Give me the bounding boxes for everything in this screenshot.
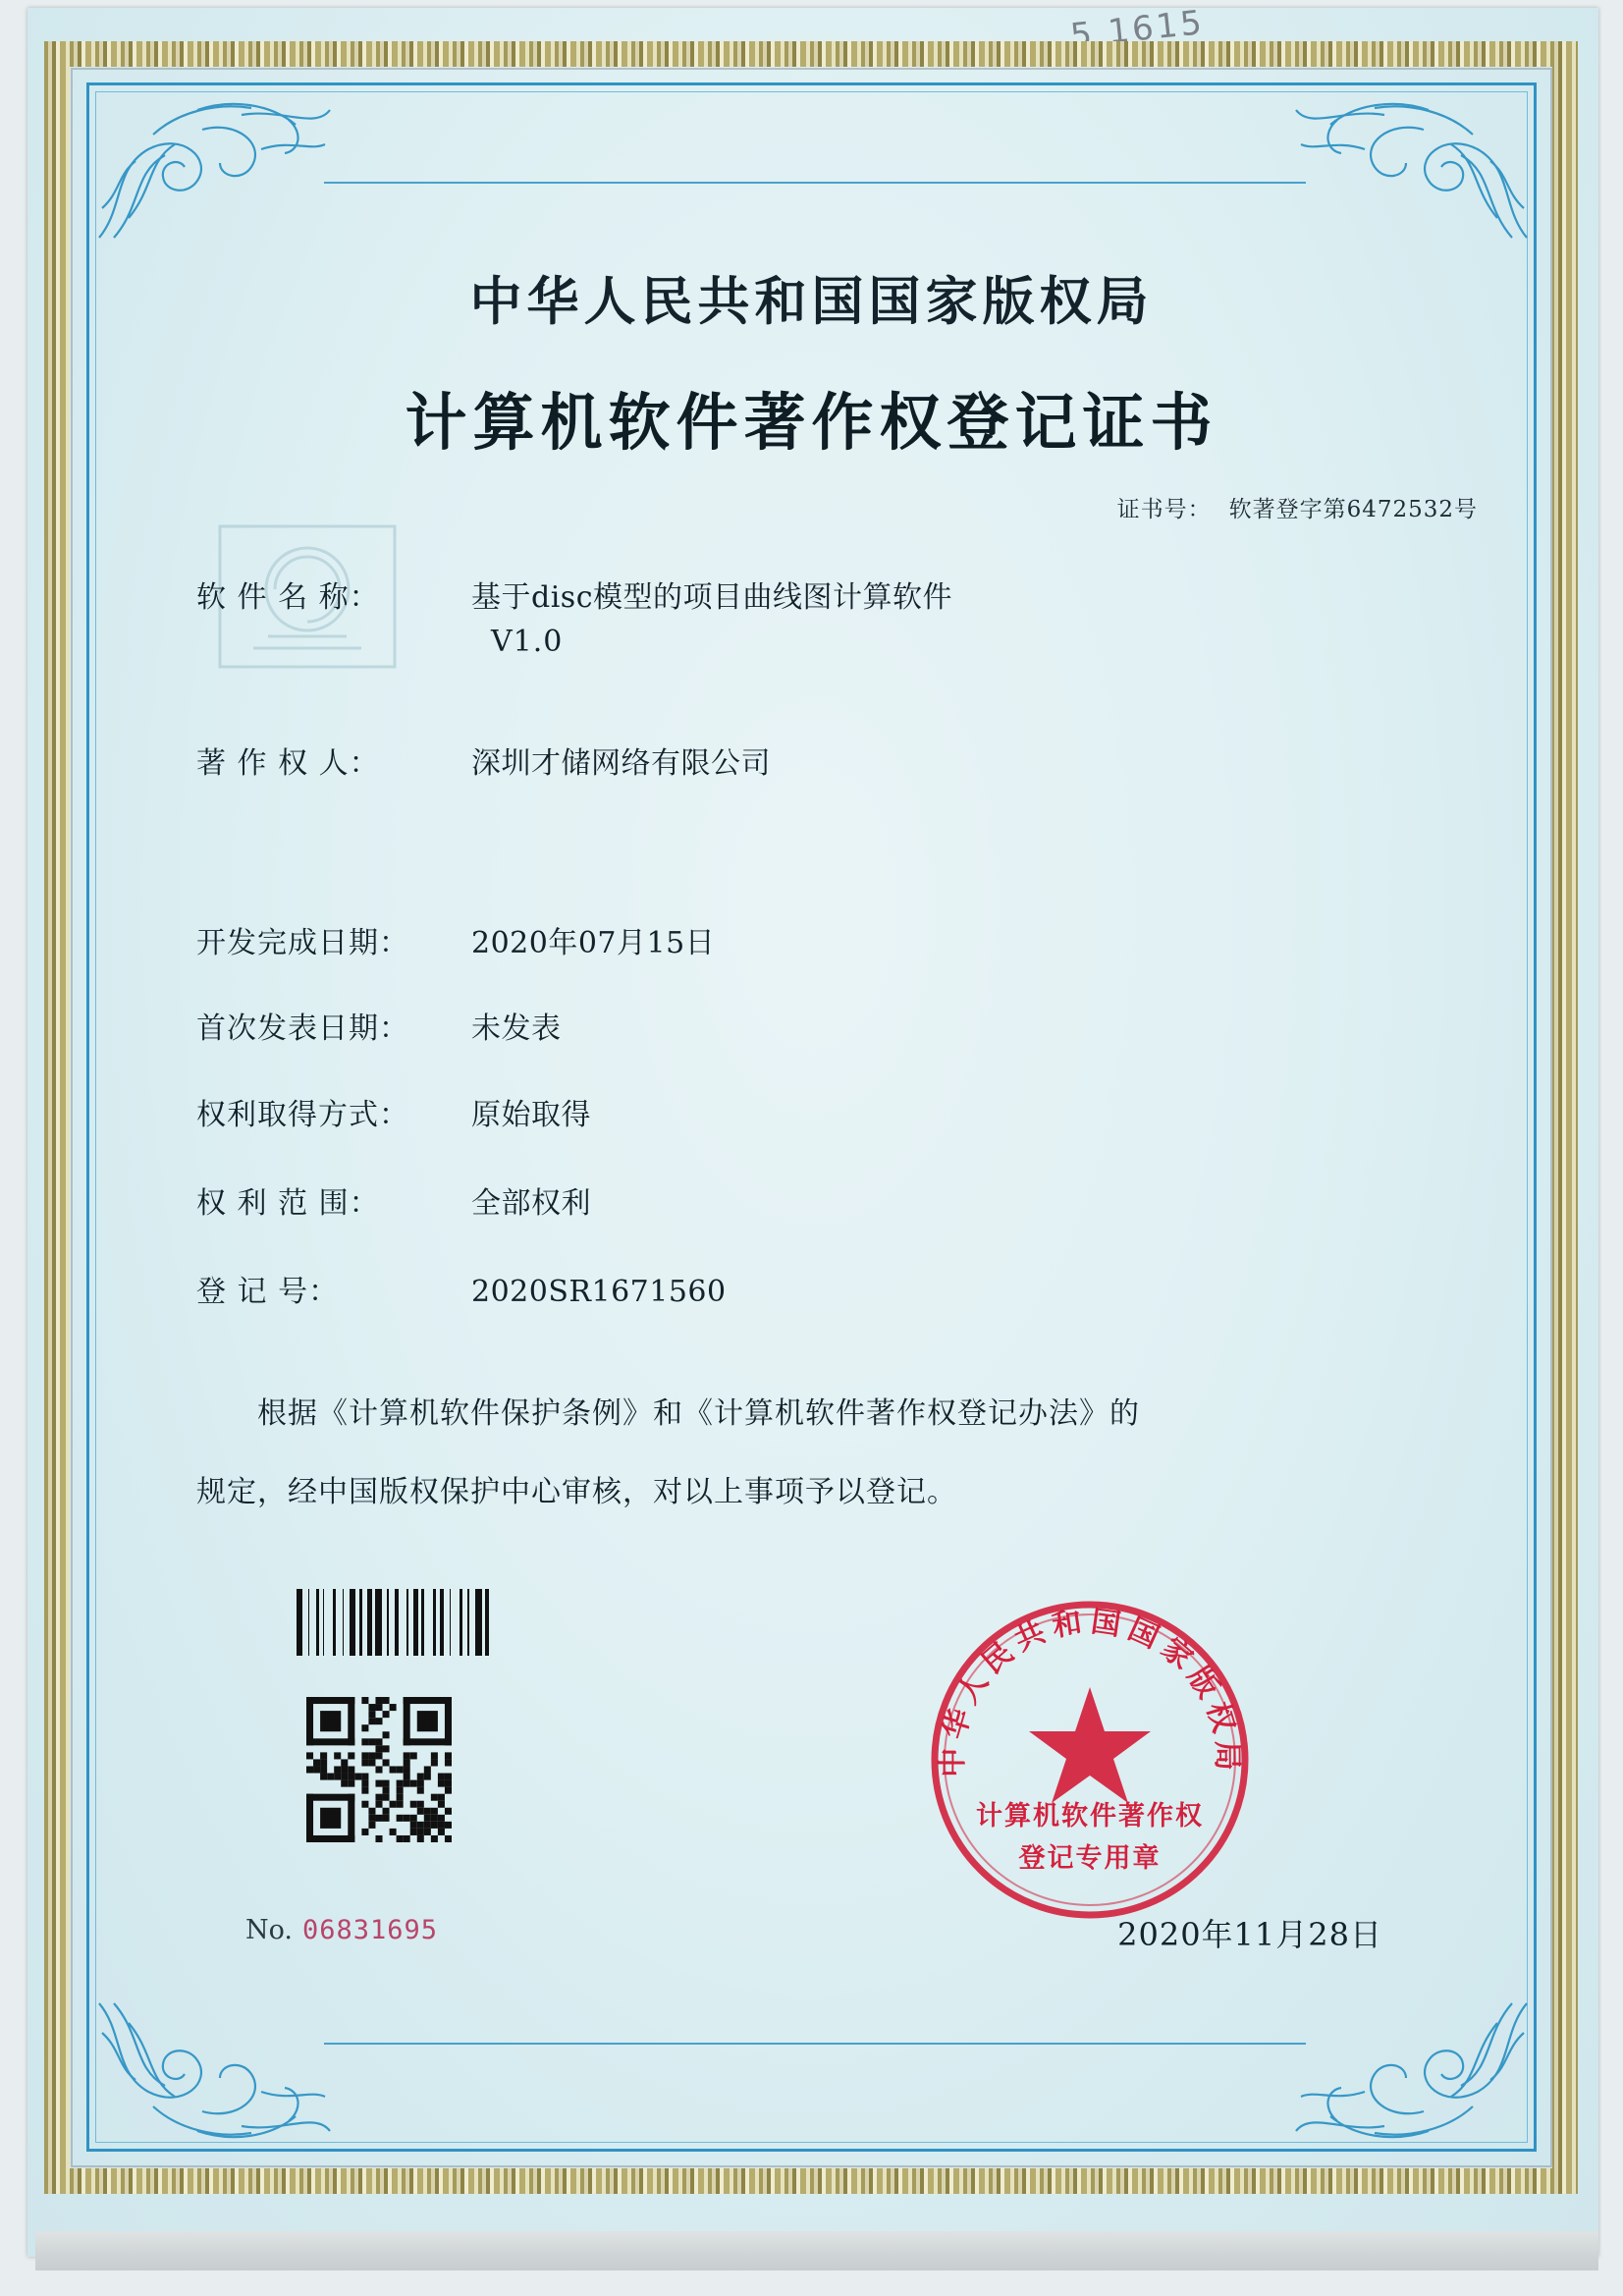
field-rights-scope [196, 1178, 591, 1222]
certificate-number [1117, 491, 1478, 523]
serial-number-value: 06831695 [302, 1915, 439, 1945]
official-seal [923, 1593, 1257, 1927]
field-software-name-value: 基于disc模型的项目曲线图计算软件 [471, 580, 952, 615]
serial-number [245, 1915, 438, 1945]
field-rights-scope-value: 全部权利 [471, 1186, 591, 1221]
field-software-version-value: V1.0 [491, 625, 564, 659]
svg-text:中华人民共和国国家版权局: 中华人民共和国国家版权局 [935, 1604, 1245, 1777]
field-first-publication-date-value: 未发表 [471, 1011, 562, 1046]
handwritten-annotation: 5 1615 [1068, 2, 1207, 57]
field-development-date-label: 开发完成日期： [196, 926, 409, 960]
seal-text-line-2: 登记专用章 [1018, 1843, 1162, 1874]
field-acquisition-method-value: 原始取得 [471, 1098, 591, 1132]
divider-top [324, 182, 1306, 184]
field-acquisition-method [196, 1090, 591, 1133]
field-software-name-label: 软 件 名 称： [196, 580, 380, 615]
page-title-certificate: 计算机软件著作权登记证书 [405, 386, 1218, 459]
issue-date: 2020年11月28日 [1117, 1916, 1382, 1953]
seal-text-line-1: 计算机软件著作权 [976, 1801, 1204, 1831]
serial-number-label: No. [245, 1915, 293, 1945]
divider-bottom [324, 2043, 1306, 2045]
field-software-name [196, 573, 952, 616]
seal-graphic [923, 1593, 1257, 1927]
certificate-number-label: 证书号： [1116, 497, 1212, 522]
statement-line-2: 规定，经中国版权保护中心审核，对以上事项予以登记。 [196, 1475, 957, 1509]
paper-bottom-edge [35, 2231, 1598, 2270]
field-copyright-owner-label: 著 作 权 人： [196, 746, 380, 781]
field-registration-number-value: 2020SR1671560 [471, 1275, 727, 1309]
field-copyright-owner-value: 深圳才储网络有限公司 [471, 746, 771, 781]
field-acquisition-method-label: 权利取得方式： [196, 1098, 409, 1132]
field-rights-scope-label: 权 利 范 围： [196, 1186, 380, 1221]
barcode [297, 1589, 503, 1656]
field-copyright-owner [196, 738, 771, 782]
statement-line-1: 根据《计算机软件保护条例》和《计算机软件著作权登记办法》的 [257, 1396, 1140, 1431]
field-registration-number-label: 登 记 号： [196, 1275, 340, 1309]
field-first-publication-date [196, 1004, 562, 1047]
field-registration-number [196, 1267, 727, 1310]
page-title-issuer: 中华人民共和国国家版权局 [469, 271, 1154, 332]
statement-paragraph [196, 1375, 1404, 1532]
certificate-number-value: 软著登字第6472532号 [1228, 497, 1478, 522]
qr-code [306, 1697, 452, 1842]
field-first-publication-date-label: 首次发表日期： [196, 1011, 409, 1046]
field-development-date [196, 918, 715, 961]
field-development-date-value: 2020年07月15日 [471, 926, 716, 960]
